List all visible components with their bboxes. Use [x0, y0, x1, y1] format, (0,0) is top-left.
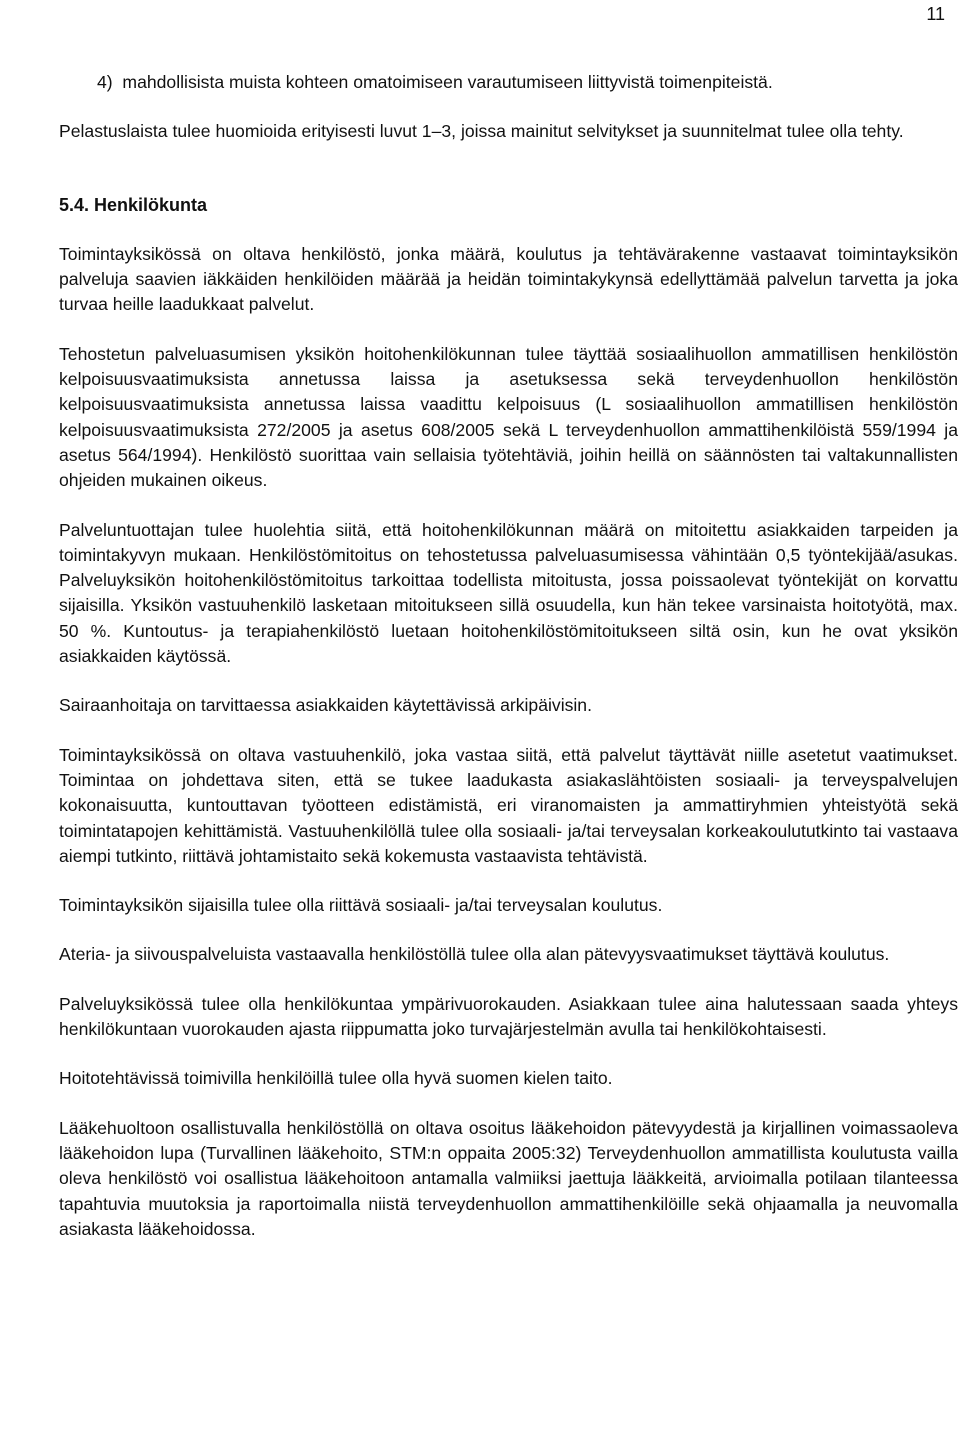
paragraph: Lääkehuoltoon osallistuvalla henkilöstöllä on oltava osoitus lääkehoidon pätevyydestä ja kirjallinen voimassaoleva lääkehoidon lupa (Turvallinen lääkehoito, STM:n oppaita 2005:32) Terveydenhuollon ammatillista koulutusta vailla oleva henkilöstö voi osallistua lääkehoitoon antamalla valmiiksi jaettuja lääkkeitä, arvioimalla potilaan tilanteessa tapahtuvia muutoksia ja raportoimalla niistä terveydenhuollon ammattihenkilöille sekä ohjaamalla ja neuvomalla asiakasta lääkehoidossa. — [59, 1117, 958, 1239]
paragraph: Sairaanhoitaja on tarvittaessa asiakkaiden käytettävissä arkipäivisin. — [59, 695, 592, 716]
paragraph: Hoitotehtävissä toimivilla henkilöillä tulee olla hyvä suomen kielen taito. — [59, 1068, 613, 1089]
paragraph: Toimintayksikön sijaisilla tulee olla riittävä sosiaali- ja/tai terveysalan koulutus. — [59, 895, 663, 916]
paragraph: Toimintayksikössä on oltava vastuuhenkilö, joka vastaa siitä, että palvelut täyttävät niille asetetut vaatimukset. Toimintaa on johdettava siten, että se tukee laadukasta asiakaslähtöisten sosiaali- ja terveyspalvelujen kokonaisuutta, kuntouttavan työotteen edistämistä, eri viranomaisten ja ammattiryhmien yhteistyötä sekä toimintatapojen kehittämistä. Vastuuhenkilöllä tulee olla sosiaali- ja/tai terveysalan korkeakoulututkinto tai vastaava aiempi tutkinto, riittävä johtamistaito sekä kokemusta vastaavista tehtävistä. — [59, 744, 958, 866]
paragraph: Tehostetun palveluasumisen yksikön hoitohenkilökunnan tulee täyttää sosiaalihuollon ammatillisen henkilöstön kelpoisuusvaatimuksista annetussa laissa ja asetuksessa sekä terveydenhuollon henkilöstön kelpoisuusvaatimuksista annetussa laissa vaadittu kelpoisuus (L sosiaalihuollon ammatillisen henkilöstön kelpoisuusvaatimuksista 272/2005 ja asetus 608/2005 sekä L terveydenhuollon ammattihenkilöistä 559/1994 ja asetus 564/1994). Henkilöstö suorittaa vain sellaisia työtehtäviä, joihin heillä on säännösten tai valtakunnallisten ohjeiden mukainen oikeus. — [59, 343, 958, 491]
page-number: 11 — [926, 4, 945, 24]
paragraph: Palveluyksikössä tulee olla henkilökuntaa ympärivuorokauden. Asiakkaan tulee aina halutessaan saada yhteys henkilökuntaan vuorokauden ajasta riippumatta joko turvajärjestelmän avulla tai henkilökohtaisesti. — [59, 993, 958, 1040]
paragraph: Ateria- ja siivouspalveluista vastaavalla henkilöstöllä tulee olla alan pätevyysvaatimukset täyttävä koulutus. — [59, 944, 890, 965]
paragraph: Toimintayksikössä on oltava henkilöstö, jonka määrä, koulutus ja tehtävärakenne vastaavat toimintayksikön palveluja saavien iäkkäiden henkilöiden määrää ja heidän toimintakykynsä edellyttämää palvelun tarvetta ja joka turvaa heille laadukkaat palvelut. — [59, 243, 958, 315]
paragraph: Palveluntuottajan tulee huolehtia siitä, että hoitohenkilökunnan määrä on mitoitettu asiakkaiden tarpeiden ja toimintakyvyn mukaan. Henkilöstömitoitus on tehostetussa palveluasumisessa vähintään 0,5 työntekijää/asukas. Palveluyksikön hoitohenkilöstömitoitus tarkoittaa todellista mitoitusta, jossa poissaolevat työntekijät on korvattu sijaisilla. Yksikön vastuuhenkilö lasketaan mitoitukseen sillä osuudella, kun hän tekee varsinaista hoitotyötä, max. 50 %. Kuntoutus- ja terapiahenkilöstö luetaan hoitohenkilöstömitoitukseen siltä osin, kun he ovat yksikön asiakkaiden käytössä. — [59, 519, 958, 667]
paragraph-intro: Pelastuslaista tulee huomioida erityisesti luvut 1–3, joissa mainitut selvitykset ja suunnitelmat tulee olla tehty. — [59, 121, 904, 142]
section-heading: 5.4. Henkilökunta — [59, 194, 208, 215]
page-content — [59, 70, 958, 1242]
list-item-4: 4) mahdollisista muista kohteen omatoimiseen varautumiseen liittyvistä toimenpiteistä. — [97, 72, 773, 92]
